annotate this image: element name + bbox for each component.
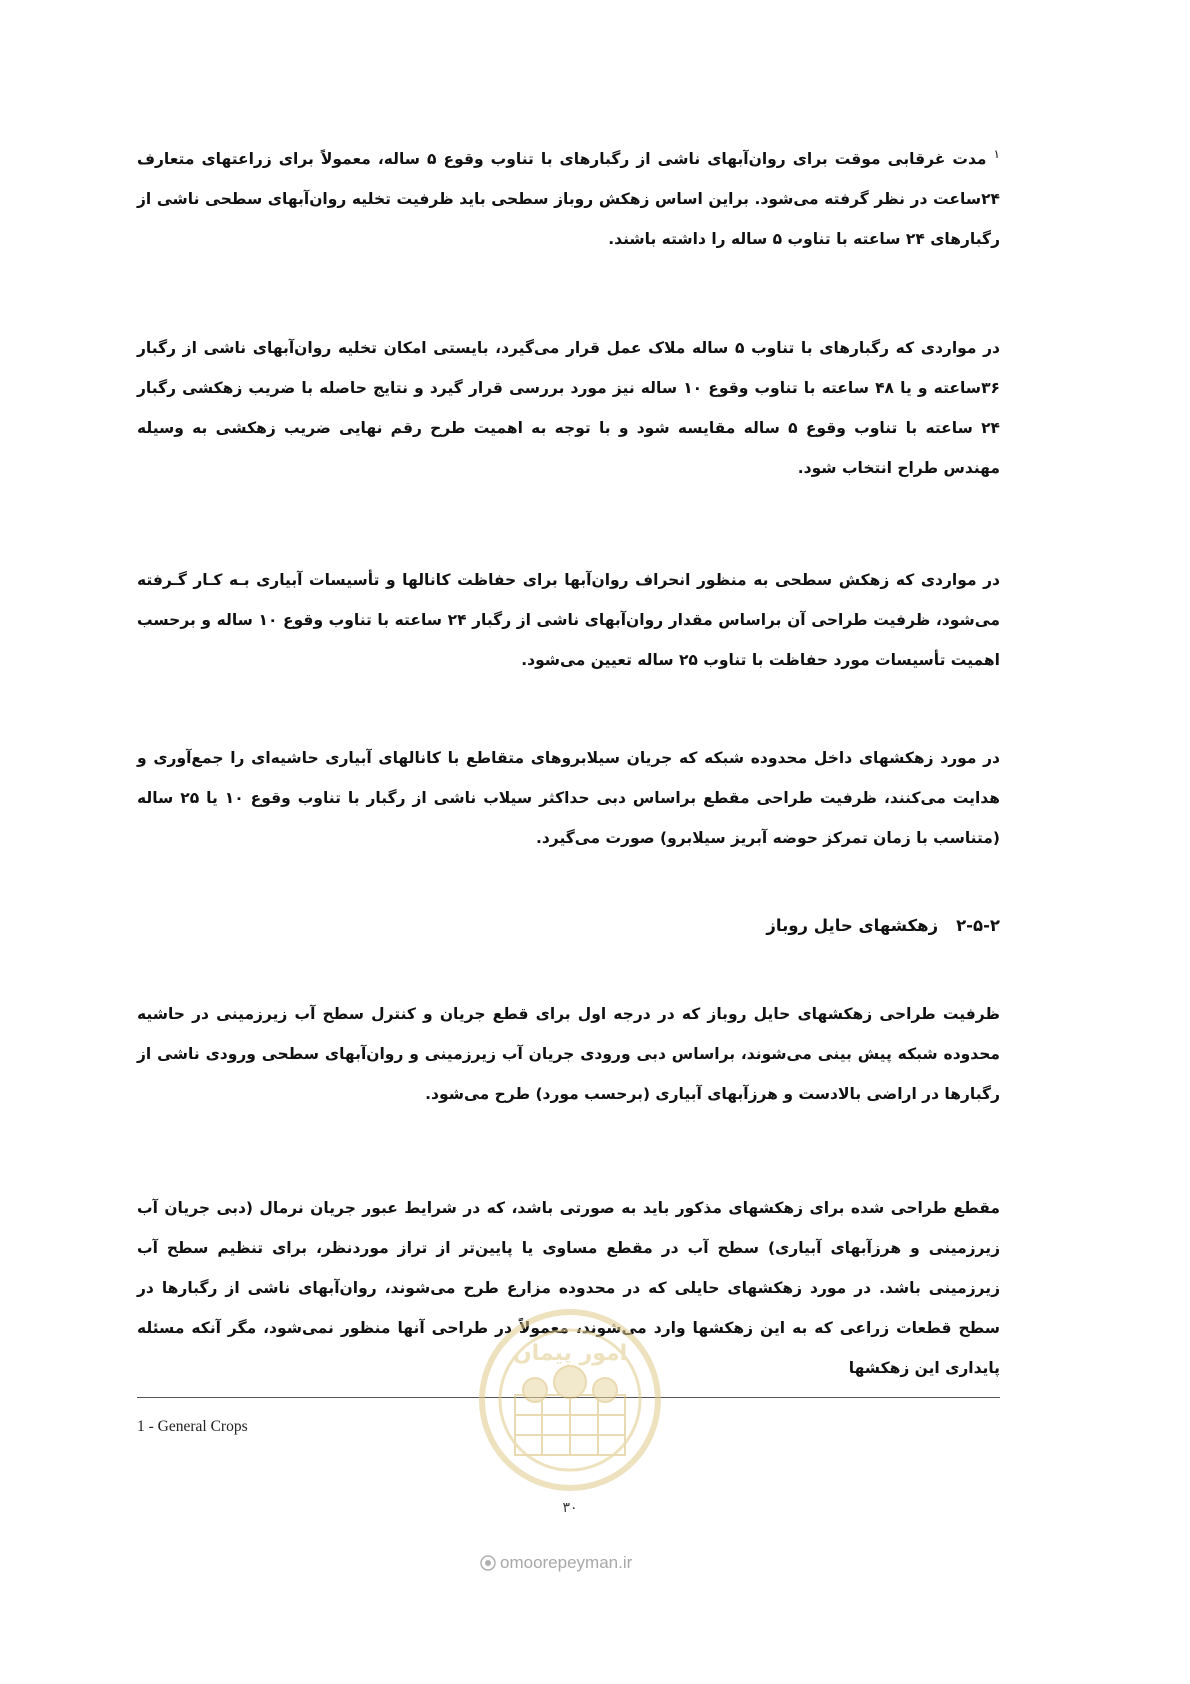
- watermark-logo-text: امور پیمان: [512, 1341, 628, 1366]
- page-number: ۳۰: [562, 1500, 578, 1516]
- site-logo-icon: [480, 1555, 496, 1571]
- paragraph-interceptor-section: مقطع طراحی شده برای زهکشهای مذکور باید به صورتی باشد، که در شرایط عبور جریان نرمال (دبی جریان آب زیرزمینی و هرزآبهای آبیاری) سطح آب در مقطع مساوی یا پایین‌تر از تراز موردنظر، برای تنظیم سطح آب زیرزمینی باشد. در مورد زهکشهای حایلی که در محدوده مزارع طرح می‌شوند، روان‌آبهای ناشی از رگبارها در سطح قطعات زراعی که به این زهکشها وارد می‌شوند، معمولاً در طراحی آنها منظور نمی‌شود، مگر آنکه مسئله پایداری این زهکشها: [137, 1199, 1000, 1377]
- paragraph-runoff-duration: [137, 134, 1000, 259]
- site-watermark-text: omoorepeyman.ir: [500, 1553, 633, 1572]
- paragraph-internal-drains: در مورد زهکشهای داخل محدوده شبکه که جریان سیلابروهای متقاطع با کانالهای آبیاری حاشیه‌ای را جمع‌آوری و هدایت می‌کنند، ظرفیت طراحی مقطع براساس دبی حداکثر سیلاب ناشی از رگبار با تناوب وقوع ۱۰ یا ۲۵ ساله (متناسب با زمان تمرکز حوضه آبریز سیلابرو) صورت می‌گیرد.: [137, 749, 1001, 847]
- section-title: زهکشهای حایل روباز: [766, 916, 939, 935]
- site-watermark: [480, 1553, 710, 1573]
- watermark-logo: [470, 1300, 670, 1500]
- section-number: ۲-۵-۲: [956, 916, 1000, 935]
- paragraph-storm-return-period: در مواردی که رگبارهای با تناوب ۵ ساله ملاک عمل قرار می‌گیرد، بایستی امکان تخلیه روان‌آبهای ناشی از رگبار ۳۶ساعته و یا ۴۸ ساعته با تناوب وقوع ۱۰ ساله نیز مورد بررسی قرار گیرد و نتایج حاصله با ضریب زهکشی رگبار ۲۴ ساعته با تناوب وقوع ۵ ساله مقایسه شود و با توجه به اهمیت طرح رقم نهایی ضریب زهکشی به وسیله مهندس طراح انتخاب شود.: [137, 339, 1001, 477]
- footnote: 1 - General Crops: [137, 1418, 248, 1435]
- paragraph-surface-drain-diversion: در مواردی که زهکش سطحی به منظور انحراف روان‌آبها برای حفاظت کانالها و تأسیسات آبیاری بـه کـار گـرفته می‌شود، ظرفیت طراحی آن براساس مقدار روان‌آبهای ناشی از رگبار ۲۴ ساعته با تناوب وقوع ۱۰ ساله و برحسب اهمیت تأسیسات مورد حفاظت با تناوب ۲۵ ساله تعیین می‌شود.: [137, 571, 1000, 669]
- paragraph-interceptor-capacity: ظرفیت طراحی زهکشهای حایل روباز که در درجه اول برای قطع جریان و کنترل سطح آب زیرزمینی در حاشیه محدوده شبکه پیش بینی می‌شوند، براساس دبی ورودی جریان آب زیرزمینی و روان‌آبهای سطحی ورودی ناشی از رگبارها در اراضی بالادست و هرزآبهای آبیاری (برحسب مورد) طرح می‌شود.: [137, 1005, 1000, 1103]
- section-heading: [137, 906, 1000, 946]
- paragraph-text: مدت غرقابی موقت برای روان‌آبهای ناشی از رگبارهای با تناوب وقوع ۵ ساله، معمولاً برای زراعتهای متعارف ۲۴ساعت در نظر گرفته می‌شود. براین اساس زهکش روباز سطحی باید ظرفیت تخلیه روان‌آبهای سطحی ناشی از رگبارهای ۲۴ ساعته با تناوب ۵ ساله را داشته باشند.: [137, 150, 1000, 249]
- footnote-reference: ۱: [993, 147, 1000, 161]
